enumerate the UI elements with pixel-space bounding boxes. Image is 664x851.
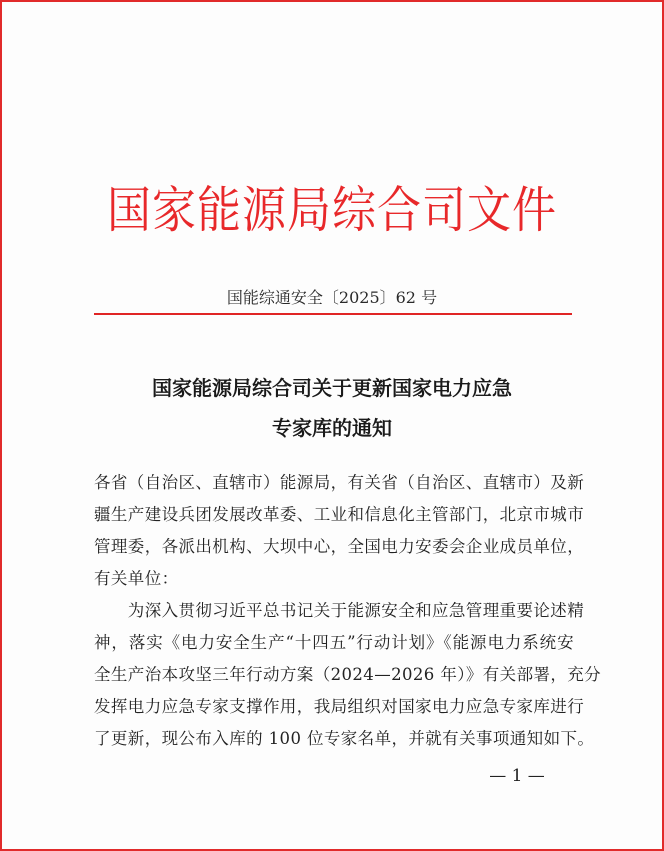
body-line-8: 发挥电力应急专家支撑作用，我局组织对国家电力应急专家库进行 bbox=[94, 697, 585, 716]
body-line-9: 了更新，现公布入库的 100 位专家名单，并就有关事项通知如下。 bbox=[94, 729, 595, 748]
body-line-7: 全生产治本攻坚三年行动方案（2024—2026 年）》有关部署，充分 bbox=[94, 665, 602, 684]
document-page bbox=[2, 2, 662, 849]
notice-title-line-2: 专家库的通知 bbox=[272, 416, 392, 440]
document-number: 国能综通安全〔2025〕62 号 bbox=[226, 288, 438, 307]
page-number: — 1 — bbox=[489, 766, 545, 786]
body-line-2: 疆生产建设兵团发展改革委、工业和信息化主管部门，北京市城市 bbox=[94, 505, 585, 524]
body-line-5: 为深入贯彻习近平总书记关于能源安全和应急管理重要论述精 bbox=[94, 601, 585, 620]
body-line-6: 神，落实《电力安全生产“十四五”行动计划》《能源电力系统安 bbox=[94, 633, 574, 652]
document-header-title: 国家能源局综合司文件 bbox=[107, 182, 557, 240]
body-line-3: 管理委，各派出机构、大坝中心，全国电力安委会企业成员单位， bbox=[94, 537, 585, 556]
notice-title-line-1: 国家能源局综合司关于更新国家电力应急 bbox=[152, 376, 512, 400]
body-line-1: 各省（自治区、直辖市）能源局，有关省（自治区、直辖市）及新 bbox=[94, 473, 585, 492]
body-line-4: 有关单位： bbox=[94, 569, 179, 588]
red-separator-line bbox=[94, 313, 572, 315]
